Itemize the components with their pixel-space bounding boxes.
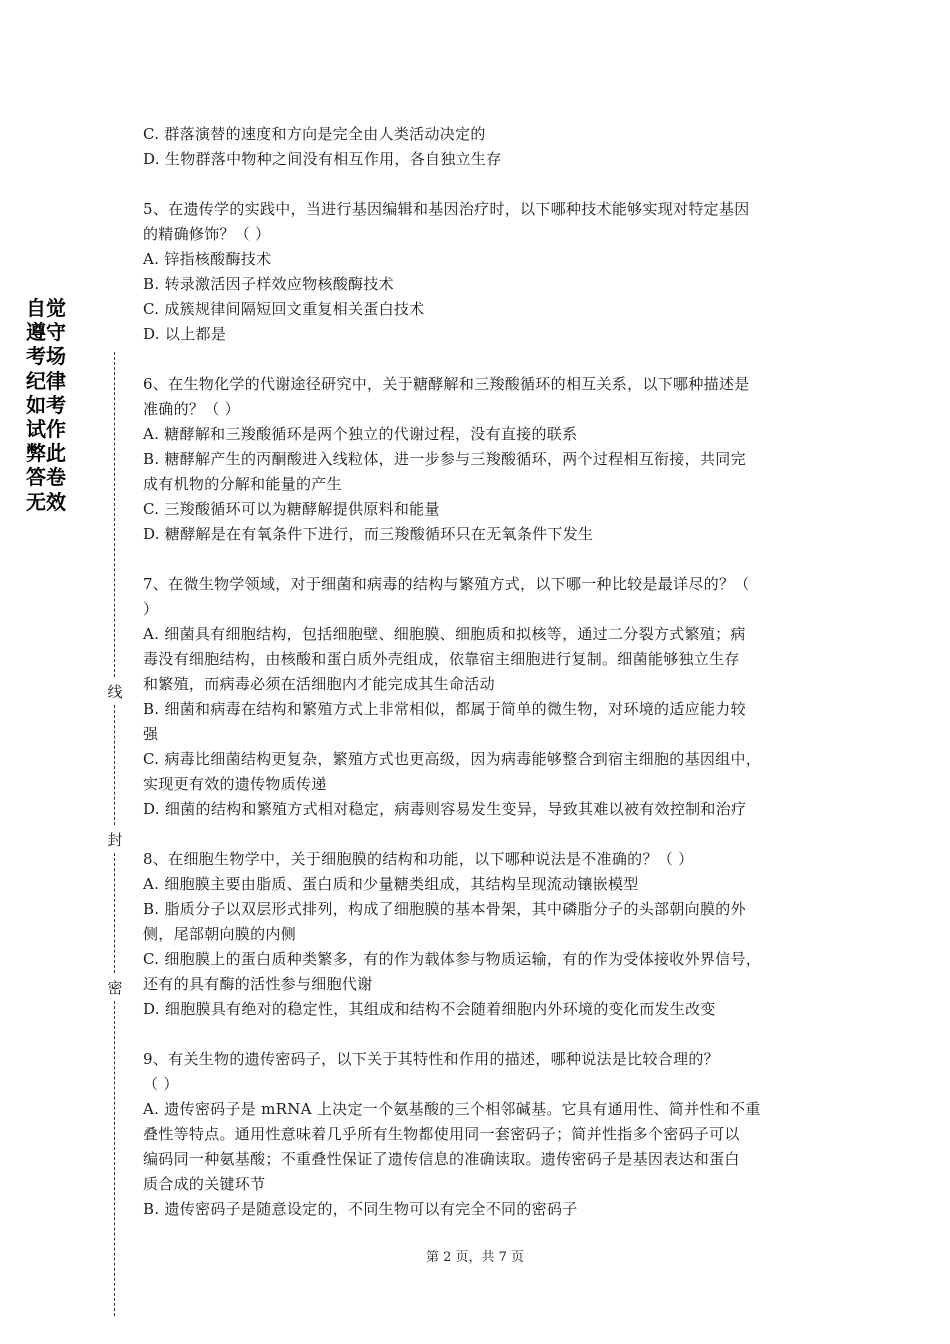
option-c: C. 成簇规律间隔短回文重复相关蛋白技术 bbox=[143, 300, 425, 318]
seal-dashed-line bbox=[114, 705, 115, 825]
option-a: A. 遗传密码子是 mRNA 上决定一个氨基酸的三个相邻碱基。它具有通用性、简并性和不重 bbox=[143, 1100, 761, 1118]
text-line: 叠性等特点。通用性意味着几乎所有生物都使用同一套密码子；简并性指多个密码子可以 bbox=[143, 1125, 740, 1143]
option-d: D. 细胞膜具有绝对的稳定性，其组成和结构不会随着细胞内外环境的变化而发生改变 bbox=[143, 1000, 716, 1018]
seal-char-xian: 线 bbox=[107, 683, 123, 701]
option-b: B. 遗传密码子是随意设定的，不同生物可以有完全不同的密码子 bbox=[143, 1200, 578, 1218]
text-line: 编码同一种氨基酸；不重叠性保证了遗传信息的准确读取。遗传密码子是基因表达和蛋白 bbox=[143, 1150, 740, 1168]
text-line: 准确的？（ ） bbox=[143, 400, 240, 418]
page-number: 第 2 页，共 7 页 bbox=[425, 1250, 525, 1265]
option-a: A. 细胞膜主要由脂质、蛋白质和少量糖类组成，其结构呈现流动镶嵌模型 bbox=[143, 875, 639, 893]
text-line: （ ） bbox=[143, 1075, 179, 1093]
seal-dashed-line bbox=[114, 853, 115, 973]
text-line: 还有的具有酶的活性参与细胞代谢 bbox=[143, 975, 373, 993]
question-9-stem: 9、有关生物的遗传密码子，以下关于其特性和作用的描述，哪种说法是比较合理的？ bbox=[143, 1050, 719, 1068]
seal-dashed-line bbox=[114, 352, 115, 677]
text-line: 的精确修饰？（ ） bbox=[143, 225, 271, 243]
option-d: D. 以上都是 bbox=[143, 325, 227, 343]
option-c: C. 细胞膜上的蛋白质种类繁多，有的作为载体参与物质运输，有的作为受体接收外界信号， bbox=[143, 950, 762, 968]
seal-dashed-line bbox=[114, 1001, 115, 1316]
option-a: A. 糖酵解和三羧酸循环是两个独立的代谢过程，没有直接的联系 bbox=[143, 425, 578, 443]
option-d: D. 糖酵解是在有氧条件下进行，而三羧酸循环只在无氧条件下发生 bbox=[143, 525, 594, 543]
option-b: B. 脂质分子以双层形式排列，构成了细胞膜的基本骨架，其中磷脂分子的头部朝向膜的外 bbox=[143, 900, 746, 918]
exam-discipline-notice: 自觉遵守考场纪律如考试作弊此答卷无效 bbox=[26, 296, 66, 514]
seal-char-feng: 封 bbox=[107, 831, 123, 849]
text-line: ） bbox=[143, 600, 159, 618]
text-line: 强 bbox=[143, 725, 159, 743]
question-5-stem: 5、在遗传学的实践中，当进行基因编辑和基因治疗时，以下哪种技术能够实现对特定基因 bbox=[143, 200, 750, 218]
option-d: D. 细菌的结构和繁殖方式相对稳定，病毒则容易发生变异，导致其难以被有效控制和治疗 bbox=[143, 800, 747, 818]
seal-char-mi: 密 bbox=[107, 979, 123, 997]
text-line: 和繁殖，而病毒必须在活细胞内才能完成其生命活动 bbox=[143, 675, 495, 693]
option-a: A. 锌指核酸酶技术 bbox=[143, 250, 272, 268]
text-line: 成有机物的分解和能量的产生 bbox=[143, 475, 342, 493]
spacer bbox=[143, 172, 821, 197]
text-line: 毒没有细胞结构，由核酸和蛋白质外壳组成，依靠宿主细胞进行复制。细菌能够独立生存 bbox=[143, 650, 740, 668]
option-b: B. 细菌和病毒在结构和繁殖方式上非常相似，都属于简单的微生物，对环境的适应能力较 bbox=[143, 700, 746, 718]
option-b: B. 转录激活因子样效应物核酸酶技术 bbox=[143, 275, 394, 293]
option-c: C. 三羧酸循环可以为糖酵解提供原料和能量 bbox=[143, 500, 440, 518]
spacer bbox=[143, 347, 821, 372]
option-c: C. 病毒比细菌结构更复杂，繁殖方式也更高级，因为病毒能够整合到宿主细胞的基因组中， bbox=[143, 750, 762, 768]
text-line: C. 群落演替的速度和方向是完全由人类活动决定的 bbox=[143, 125, 486, 143]
spacer bbox=[143, 822, 821, 847]
spacer bbox=[143, 547, 821, 572]
question-7-stem: 7、在微生物学领域，对于细菌和病毒的结构与繁殖方式，以下哪一种比较是最详尽的？（ bbox=[143, 575, 750, 593]
text-line: 侧，尾部朝向膜的内侧 bbox=[143, 925, 297, 943]
text-line: D. 生物群落中物种之间没有相互作用，各自独立生存 bbox=[143, 150, 502, 168]
option-b: B. 糖酵解产生的丙酮酸进入线粒体，进一步参与三羧酸循环，两个过程相互衔接，共同完 bbox=[143, 450, 746, 468]
spacer bbox=[143, 1022, 821, 1047]
option-a: A. 细菌具有细胞结构，包括细胞壁、细胞膜、细胞质和拟核等，通过二分裂方式繁殖；病 bbox=[143, 625, 746, 643]
text-line: 实现更有效的遗传物质传递 bbox=[143, 775, 327, 793]
question-6-stem: 6、在生物化学的代谢途径研究中，关于糖酵解和三羧酸循环的相互关系，以下哪种描述是 bbox=[143, 375, 750, 393]
question-8-stem: 8、在细胞生物学中，关于细胞膜的结构和功能，以下哪种说法是不准确的？（ ） bbox=[143, 850, 694, 868]
text-line: 质合成的关键环节 bbox=[143, 1175, 266, 1193]
question-content bbox=[143, 122, 821, 1222]
